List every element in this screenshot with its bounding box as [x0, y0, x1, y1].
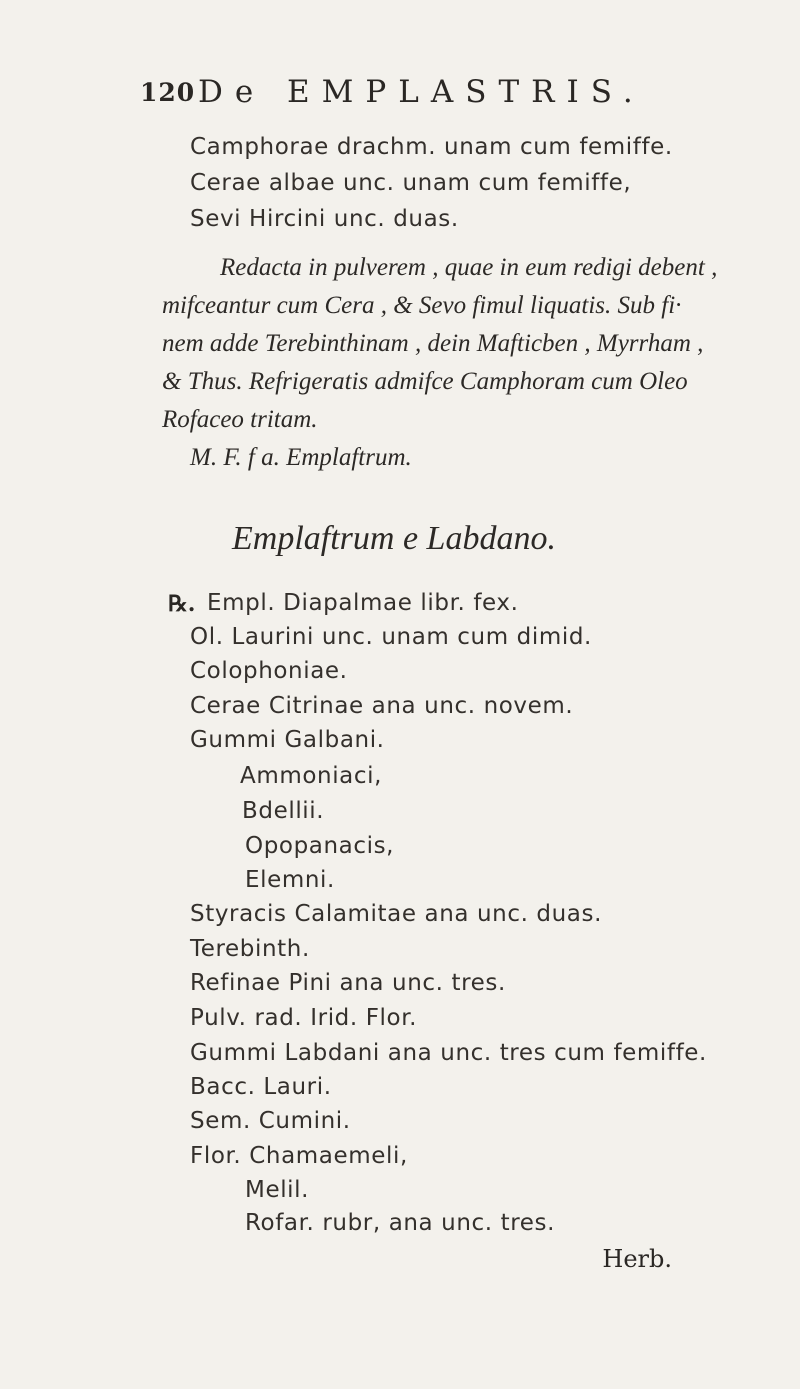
recipe-title: Emplaftrum e Labdano.: [232, 520, 556, 557]
page-number: 120: [140, 78, 196, 107]
recipe-line: Rofar. rubr, ana unc. tres.: [245, 1210, 556, 1236]
page-header: [140, 74, 680, 114]
instruction-line: mifceantur cum Cera , & Sevo fimul liquatis. Sub fi·: [162, 292, 682, 319]
recipe-line: Ammoniaci,: [240, 763, 383, 789]
recipe-line: Gummi Galbani.: [190, 727, 385, 753]
text-line: Camphorae drachm. unam cum femiffe.: [190, 134, 673, 160]
recipe-line: Ol. Laurini unc. unam cum dimid.: [190, 624, 592, 650]
instruction-line: Rofaceo tritam.: [162, 406, 318, 433]
recipe-line: Terebinth.: [190, 936, 310, 962]
recipe-line: Empl. Diapalmae libr. fex.: [207, 590, 519, 616]
text-line: Cerae albae unc. unam cum femiffe,: [190, 170, 632, 196]
recipe-line: Refinae Pini ana unc. tres.: [190, 970, 506, 996]
recipe-line: Melil.: [245, 1177, 310, 1203]
recipe-line: Bacc. Lauri.: [190, 1074, 332, 1100]
text-line: Sevi Hircini unc. duas.: [190, 206, 459, 232]
recipe-line: Styracis Calamitae ana unc. duas.: [190, 901, 602, 927]
recipe-symbol: ℞.: [168, 591, 196, 617]
instruction-line: & Thus. Refrigeratis admifce Camphoram cum Oleo: [162, 368, 688, 395]
recipe-line: Colophoniae.: [190, 658, 348, 684]
recipe-line: Opopanacis,: [245, 833, 395, 859]
instruction-line: Redacta in pulverem , quae in eum redigi debent ,: [220, 254, 718, 281]
recipe-line: Sem. Cumini.: [190, 1108, 351, 1134]
recipe-line: Flor. Chamaemeli,: [190, 1143, 408, 1169]
recipe-line: Bdellii.: [242, 798, 325, 824]
recipe-line: Cerae Citrinae ana unc. novem.: [190, 693, 574, 719]
running-title: De EMPLASTRIS.: [198, 74, 645, 110]
recipe-line: Elemni.: [245, 867, 335, 893]
recipe-line: Pulv. rad. Irid. Flor.: [190, 1005, 418, 1031]
instruction-line: M. F. f a. Emplaftrum.: [190, 444, 412, 471]
recipe-line: Gummi Labdani ana unc. tres cum femiffe.: [190, 1040, 707, 1066]
catchword: Herb.: [602, 1245, 672, 1273]
instruction-line: nem adde Terebinthinam , dein Mafticben , Myrrham ,: [162, 330, 704, 357]
